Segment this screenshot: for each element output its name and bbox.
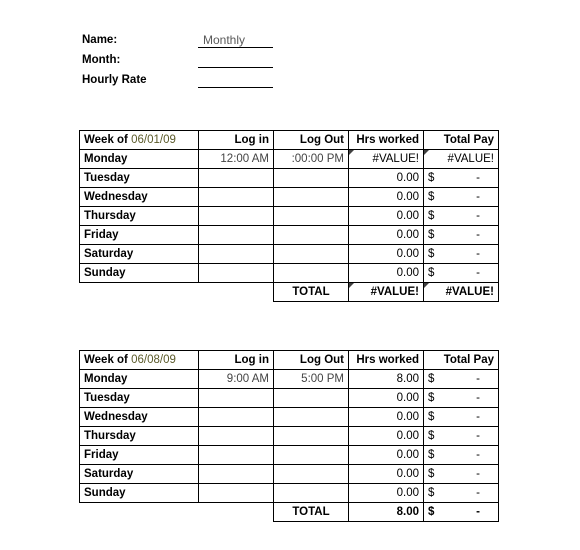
week-of-header[interactable] [80, 351, 199, 370]
log-in-cell[interactable] [199, 465, 274, 484]
log-in-header[interactable]: Log in [199, 351, 274, 370]
day-cell[interactable]: Tuesday [80, 169, 199, 188]
log-out-header[interactable]: Log Out [274, 351, 349, 370]
log-out-cell[interactable] [274, 207, 349, 226]
total-pay-value: - [476, 392, 480, 404]
log-in-cell[interactable] [199, 484, 274, 503]
total-pay-value: - [476, 449, 480, 461]
table-row [80, 226, 499, 245]
dollar-sign: $ [428, 172, 435, 184]
log-out-cell[interactable] [274, 245, 349, 264]
dollar-sign: $ [428, 267, 435, 279]
total-pay-cell[interactable] [424, 207, 499, 226]
timesheet-week-1 [79, 130, 499, 302]
total-hrs-value: #VALUE! [370, 286, 419, 298]
table-row [80, 264, 499, 283]
day-cell[interactable]: Monday [80, 150, 199, 169]
empty-cell [80, 503, 199, 522]
log-in-cell[interactable] [199, 226, 274, 245]
hrs-worked-cell[interactable]: 0.00 [349, 264, 424, 283]
log-in-cell[interactable]: 9:00 AM [199, 370, 274, 389]
log-out-cell[interactable]: :00:00 PM [274, 150, 349, 169]
hrs-worked-cell[interactable]: 8.00 [349, 370, 424, 389]
timesheet-week-2 [79, 350, 499, 522]
total-pay-sum-value: #VALUE! [445, 286, 494, 298]
hrs-worked-cell[interactable]: 0.00 [349, 188, 424, 207]
month-label: Month: [82, 54, 121, 66]
error-indicator-icon [349, 283, 354, 288]
day-cell[interactable]: Saturday [80, 245, 199, 264]
dollar-sign: $ [428, 248, 435, 260]
log-out-cell[interactable] [274, 427, 349, 446]
table-row [80, 389, 499, 408]
log-out-cell[interactable] [274, 408, 349, 427]
dollar-sign: $ [428, 411, 435, 423]
empty-cell [80, 283, 199, 302]
week-of-header[interactable] [80, 131, 199, 150]
log-out-cell[interactable] [274, 169, 349, 188]
log-out-cell[interactable] [274, 446, 349, 465]
total-pay-value: - [476, 267, 480, 279]
total-row [80, 283, 499, 302]
log-in-cell[interactable] [199, 446, 274, 465]
name-label: Name: [82, 34, 118, 46]
day-cell[interactable]: Thursday [80, 427, 199, 446]
hourly-rate-field-line [198, 87, 273, 88]
hrs-worked-cell[interactable]: 0.00 [349, 484, 424, 503]
hrs-worked-cell[interactable]: 0.00 [349, 389, 424, 408]
total-pay-value: - [476, 229, 480, 241]
total-pay-cell[interactable] [424, 484, 499, 503]
total-pay-value: - [476, 487, 480, 499]
table-row [80, 150, 499, 169]
hrs-worked-cell[interactable] [349, 150, 424, 169]
log-out-cell[interactable] [274, 484, 349, 503]
day-cell[interactable]: Wednesday [80, 188, 199, 207]
total-pay-cell[interactable] [424, 150, 499, 169]
total-pay-value: #VALUE! [447, 153, 494, 165]
total-label[interactable]: TOTAL [274, 503, 349, 522]
table-row [80, 446, 499, 465]
table-row [80, 484, 499, 503]
hrs-worked-cell[interactable]: 0.00 [349, 427, 424, 446]
total-pay-cell[interactable] [424, 408, 499, 427]
day-cell[interactable]: Sunday [80, 484, 199, 503]
total-pay-header[interactable]: Total Pay [424, 131, 499, 150]
total-pay-cell[interactable] [424, 427, 499, 446]
log-in-cell[interactable] [199, 169, 274, 188]
hrs-worked-cell[interactable]: 0.00 [349, 465, 424, 484]
table-row [80, 245, 499, 264]
log-out-header[interactable]: Log Out [274, 131, 349, 150]
day-cell[interactable]: Friday [80, 226, 199, 245]
log-in-cell[interactable] [199, 188, 274, 207]
total-pay-value: - [476, 468, 480, 480]
total-hrs-cell[interactable] [349, 283, 424, 302]
dollar-sign: $ [428, 191, 435, 203]
log-in-cell[interactable] [199, 427, 274, 446]
hrs-worked-header[interactable]: Hrs worked [349, 131, 424, 150]
total-pay-value: - [476, 191, 480, 203]
table-row [80, 427, 499, 446]
total-pay-value: - [476, 411, 480, 423]
month-field-line [198, 67, 273, 68]
log-in-cell[interactable] [199, 264, 274, 283]
log-out-cell[interactable] [274, 226, 349, 245]
hourly-rate-label: Hourly Rate [82, 74, 147, 86]
total-pay-cell[interactable] [424, 169, 499, 188]
day-cell[interactable]: Thursday [80, 207, 199, 226]
dollar-sign: $ [428, 449, 435, 461]
total-pay-sum-cell[interactable] [424, 503, 499, 522]
error-indicator-icon [424, 150, 429, 155]
dollar-sign: $ [428, 506, 435, 518]
table-row [80, 169, 499, 188]
hrs-worked-cell[interactable]: 0.00 [349, 408, 424, 427]
hrs-worked-cell[interactable]: 0.00 [349, 446, 424, 465]
dollar-sign: $ [428, 430, 435, 442]
day-cell[interactable]: Friday [80, 446, 199, 465]
empty-cell [199, 283, 274, 302]
total-pay-value: - [476, 430, 480, 442]
total-pay-cell[interactable] [424, 389, 499, 408]
log-out-cell[interactable] [274, 188, 349, 207]
total-pay-cell[interactable] [424, 264, 499, 283]
log-in-cell[interactable]: 12:00 AM [199, 150, 274, 169]
dollar-sign: $ [428, 373, 435, 385]
table-row [80, 465, 499, 484]
day-cell[interactable]: Monday [80, 370, 199, 389]
dollar-sign: $ [428, 392, 435, 404]
week-of-label: Week of [84, 134, 128, 146]
total-pay-cell[interactable] [424, 446, 499, 465]
table-row [80, 408, 499, 427]
total-row [80, 503, 499, 522]
total-pay-value: - [476, 210, 480, 222]
total-pay-cell[interactable] [424, 370, 499, 389]
log-in-cell[interactable] [199, 245, 274, 264]
week-of-label: Week of [84, 354, 128, 366]
day-cell[interactable]: Sunday [80, 264, 199, 283]
total-pay-header[interactable]: Total Pay [424, 351, 499, 370]
empty-cell [199, 503, 274, 522]
log-out-cell[interactable] [274, 264, 349, 283]
table-row [80, 370, 499, 389]
log-out-cell[interactable] [274, 389, 349, 408]
total-pay-value: - [476, 248, 480, 260]
dollar-sign: $ [428, 229, 435, 241]
log-in-cell[interactable] [199, 408, 274, 427]
total-pay-sum-value: - [476, 506, 480, 518]
hrs-worked-value: #VALUE! [372, 153, 419, 165]
hrs-worked-header[interactable]: Hrs worked [349, 351, 424, 370]
error-indicator-icon [349, 150, 354, 155]
day-cell[interactable]: Wednesday [80, 408, 199, 427]
log-out-cell[interactable]: 5:00 PM [274, 370, 349, 389]
hrs-worked-cell[interactable]: 0.00 [349, 169, 424, 188]
error-indicator-icon [424, 283, 429, 288]
total-label[interactable]: TOTAL [274, 283, 349, 302]
total-pay-value: - [476, 373, 480, 385]
week-date: 06/08/09 [131, 354, 176, 366]
log-in-header[interactable]: Log in [199, 131, 274, 150]
name-field-value[interactable]: Monthly [203, 33, 246, 47]
table-header-row [80, 351, 499, 370]
name-field-line [198, 47, 273, 48]
hrs-worked-cell[interactable]: 0.00 [349, 245, 424, 264]
total-pay-sum-cell[interactable] [424, 283, 499, 302]
total-pay-cell[interactable] [424, 226, 499, 245]
day-cell[interactable]: Tuesday [80, 389, 199, 408]
total-pay-cell[interactable] [424, 188, 499, 207]
log-in-cell[interactable] [199, 389, 274, 408]
table-header-row [80, 131, 499, 150]
dollar-sign: $ [428, 487, 435, 499]
table-row [80, 207, 499, 226]
dollar-sign: $ [428, 468, 435, 480]
log-in-cell[interactable] [199, 207, 274, 226]
log-out-cell[interactable] [274, 465, 349, 484]
total-pay-cell[interactable] [424, 465, 499, 484]
day-cell[interactable]: Saturday [80, 465, 199, 484]
table-row [80, 188, 499, 207]
total-pay-value: - [476, 172, 480, 184]
hrs-worked-cell[interactable]: 0.00 [349, 226, 424, 245]
total-pay-cell[interactable] [424, 245, 499, 264]
dollar-sign: $ [428, 210, 435, 222]
hrs-worked-cell[interactable]: 0.00 [349, 207, 424, 226]
total-hrs-cell[interactable]: 8.00 [349, 503, 424, 522]
week-date: 06/01/09 [131, 134, 176, 146]
